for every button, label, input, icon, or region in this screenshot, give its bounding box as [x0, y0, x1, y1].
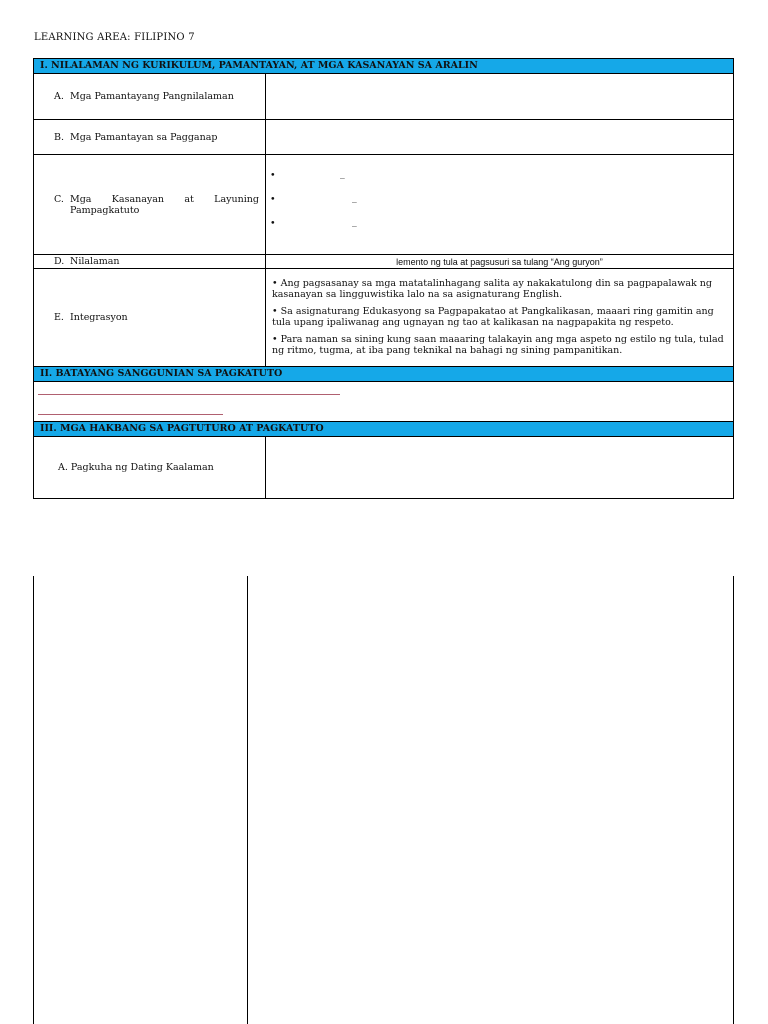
row-d-label: Nilalaman	[70, 256, 120, 267]
row-e-letter: E.	[54, 312, 64, 323]
section-3-title: III. MGA HAKBANG SA PAGTUTURO AT PAGKATUTO	[34, 422, 734, 437]
row-a-label-cell	[34, 74, 266, 120]
row-a-content[interactable]	[266, 74, 734, 120]
section-1-title: I. NILALAMAN NG KURIKULUM, PAMANTAYAN, AT MGA KASANAYAN SA ARALIN	[34, 59, 734, 74]
continuation-table	[33, 576, 734, 1024]
step-a-row	[34, 437, 734, 499]
row-c-content[interactable]	[266, 155, 734, 255]
row-e	[34, 269, 734, 367]
section-3-header	[34, 422, 734, 437]
row-e-label: Integrasyon	[70, 312, 128, 323]
row-d-content[interactable]: lemento ng tula at pagsusuri sa tulang “Ang guryon”	[266, 255, 734, 269]
row-d-letter: D.	[54, 256, 65, 267]
row-a	[34, 74, 734, 120]
row-c-label-line2: Pampagkatuto	[70, 204, 140, 216]
section-1-header	[34, 59, 734, 74]
row-b	[34, 120, 734, 155]
continuation-right-border	[733, 576, 734, 1024]
objective-bullet-2: • _	[270, 191, 357, 205]
integration-paragraph-1: • Ang pagsasanay sa mga matatalinhagang salita ay nakakatulong din sa pagpapalawak ng kasanayan sa lingguwistika lalo na sa asignaturang English.	[272, 277, 712, 300]
section-2-title: II. BATAYANG SANGGUNIAN SA PAGKATUTO	[34, 367, 734, 382]
continuation-column-divider	[247, 576, 248, 1024]
row-c-label-line1: Mga Kasanayan at Layuning	[70, 193, 259, 205]
section-2-header	[34, 367, 734, 382]
step-a-content[interactable]	[266, 437, 734, 499]
lesson-plan-table	[33, 58, 734, 499]
row-c	[34, 155, 734, 255]
row-b-letter: B.	[54, 131, 65, 143]
row-c-label-cell	[34, 155, 266, 255]
references-row	[34, 382, 734, 422]
integration-paragraph-3: • Para naman sa sining kung saan maaaring talakayin ang mga aspeto ng estilo ng tula, tulad ng ritmo, tugma, at iba pang teknikal na bahagi ng sining pampanitikan.	[272, 333, 724, 356]
reference-line-2	[38, 414, 223, 415]
step-a-label: A. Pagkuha ng Dating Kaalaman	[34, 437, 266, 499]
objective-bullet-1: • _	[270, 167, 345, 181]
learning-area-heading: LEARNING AREA: FILIPINO 7	[34, 32, 195, 43]
reference-line-1	[38, 394, 340, 395]
row-d-label-cell	[34, 255, 266, 269]
row-a-label: Mga Pamantayang Pangnilalaman	[70, 91, 234, 102]
references-content[interactable]	[34, 382, 734, 422]
integration-paragraph-2: • Sa asignaturang Edukasyong sa Pagpapakatao at Pangkalikasan, maaari ring gamitin ang tula upang ipaliwanag ang ugnayan ng tao at kalikasan na nagpapakita ng respeto.	[272, 305, 714, 328]
row-b-label: Mga Pamantayan sa Pagganap	[70, 131, 218, 143]
row-b-content[interactable]	[266, 120, 734, 155]
row-a-letter: A.	[54, 91, 64, 102]
row-d	[34, 255, 734, 269]
row-c-letter: C.	[54, 193, 64, 205]
row-b-label-cell	[34, 120, 266, 155]
row-e-content[interactable]	[266, 269, 734, 367]
continuation-left-border	[33, 576, 34, 1024]
objective-bullet-3: • _	[270, 215, 357, 229]
row-e-label-cell	[34, 269, 266, 367]
